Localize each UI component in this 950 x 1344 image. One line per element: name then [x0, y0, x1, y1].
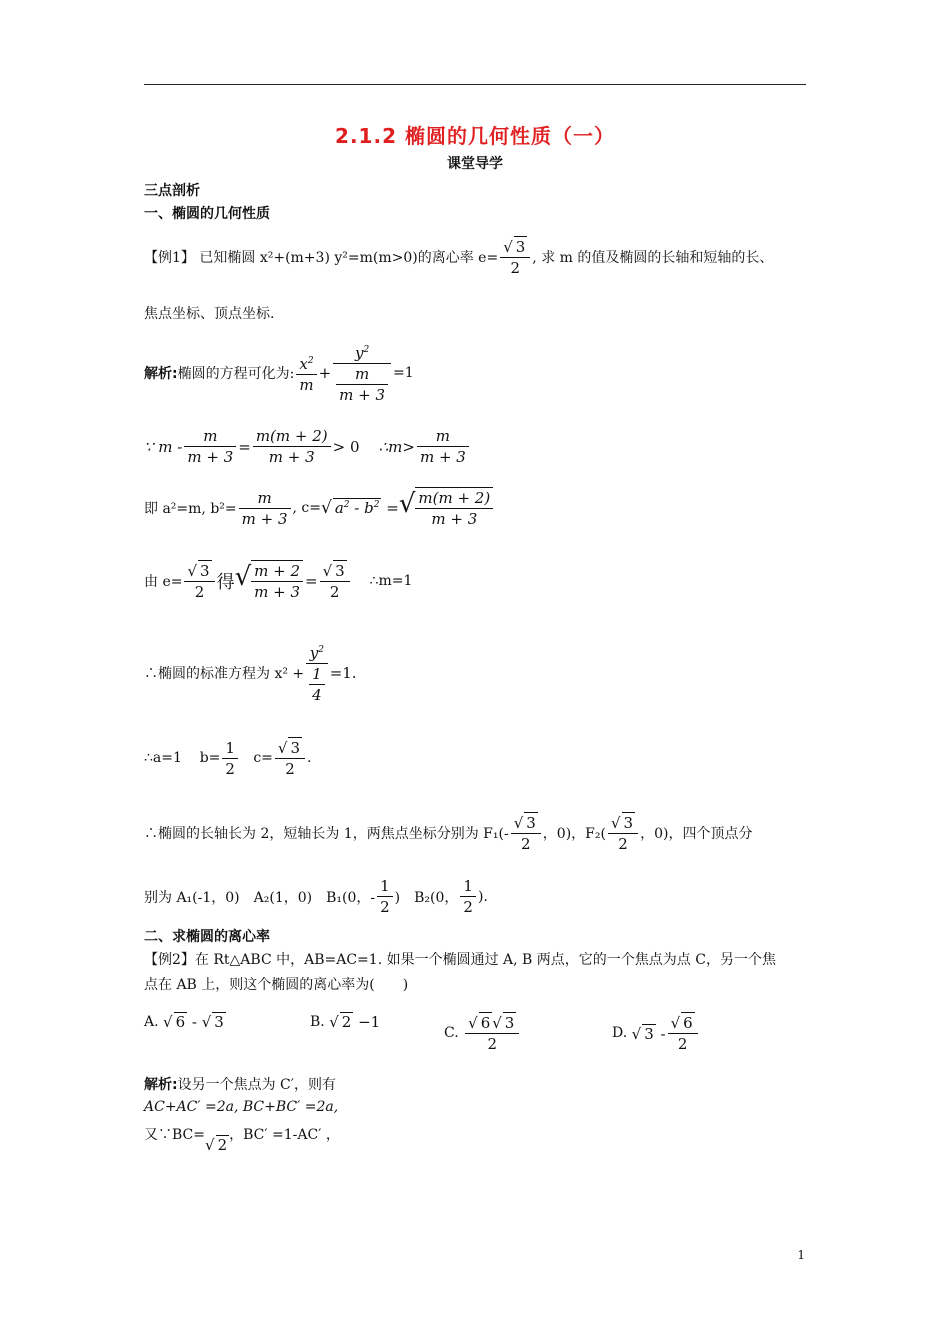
fraction: $\frac{√ 6}{2}$	[668, 1012, 698, 1054]
fraction: $\frac{√ 3}{2}$	[511, 812, 541, 854]
fraction: $\frac{m(m + 2)}{m + 3}$	[253, 426, 331, 467]
eccentricity-fraction: $\frac{√ 3}{2}$	[500, 236, 530, 278]
solution-line-6: ∴a=1 b= $\frac{1}{2}$ c= $\frac{√ 3}{2}$ .	[144, 738, 312, 778]
text: ∴椭圆的长轴长为 2，短轴长为 1，两焦点坐标分别为 F₁(-	[144, 826, 509, 842]
fraction: $\frac{m}{m + 3}$	[239, 488, 291, 529]
text: ) B₂(0，	[394, 889, 459, 906]
option-label: B.	[310, 1013, 325, 1030]
example1-label: 【例1】	[144, 250, 195, 266]
text: ∴m>	[378, 437, 415, 456]
text: 又∵BC=	[144, 1127, 205, 1143]
section-heading-eccentricity: 二、求椭圆的离心率	[144, 929, 270, 945]
option-label: C.	[444, 1025, 459, 1041]
option-label: D.	[612, 1025, 628, 1041]
fraction: $\frac{√ 3}{2}$	[320, 560, 350, 602]
fraction: $\frac{√ 3}{2}$	[608, 812, 638, 854]
example1-question	[144, 236, 773, 278]
example1-text-a: 已知椭圆 x²+(m+3) y²=m(m>0)的离心率 e=	[199, 250, 499, 266]
fraction: $\frac{m}{m + 3}$	[184, 426, 236, 467]
equals-one: =1	[393, 364, 414, 381]
fraction-y2: $\frac{y^2}{\frac{m}{m + 3}}$	[333, 340, 391, 405]
text: > 0	[332, 437, 360, 456]
fraction: $\frac{1}{2}$	[460, 876, 476, 917]
text: ∴椭圆的标准方程为 x² +	[144, 665, 305, 682]
text: ∴m=1	[369, 573, 413, 589]
solution-line-3: 即 a²=m, b²= $\frac{m}{m + 3}$ , c= √ $a^2 - b^2$ = √ $\frac{m(m + 2)}{m + 3}$	[144, 487, 495, 529]
text: c=	[253, 750, 273, 766]
fraction: $\frac{√ 6 √ 3}{2}$	[465, 1012, 519, 1054]
text: ∵ m -	[144, 437, 183, 456]
option-a: A. √ 6 - √ 3	[144, 1013, 224, 1031]
fraction: $\frac{1}{2}$	[377, 876, 393, 917]
page-number: 1	[797, 1248, 805, 1262]
text: ，0)，四个顶点分	[640, 826, 753, 842]
solution-label: 解析:	[144, 365, 178, 382]
section-heading-properties: 一、椭圆的几何性质	[144, 206, 270, 222]
text: 得	[216, 572, 235, 593]
solution-line-4: 由 e= $\frac{√ 3}{2}$ 得 √ $\frac{m + 2}{m + 3}$ = $\frac{√ 3}{2}$ ∴m=1	[144, 562, 413, 601]
fraction: $\frac{m}{m + 3}$	[417, 426, 469, 467]
text: b=	[199, 750, 221, 766]
example2-line-2: 点在 AB 上，则这个椭圆的离心率为( )	[144, 977, 409, 993]
section-heading-analysis: 三点剖析	[144, 183, 200, 199]
fraction: $\frac{√ 3}{2}$	[275, 737, 305, 779]
text: 即 a²=m, b²=	[144, 501, 237, 517]
option-label: A.	[144, 1013, 159, 1030]
text: 设另一个焦点为 C′，则有	[177, 1077, 336, 1093]
fraction-x2-m: $\frac{x^2}{m}$	[296, 351, 316, 395]
text: ，BC′ =1-AC′ ，	[229, 1127, 340, 1143]
solution-label: 解析:	[144, 1077, 178, 1093]
option-b: B. √ 2 −1	[310, 1013, 381, 1031]
example2-solution-3: 又∵BC= √ 2 ，BC′ =1-AC′ ，	[144, 1124, 340, 1144]
solution-text: 椭圆的方程可化为:	[177, 365, 295, 382]
text: , c=	[292, 500, 321, 516]
example1-text-b: , 求 m 的值及椭圆的长轴和短轴的长、	[532, 250, 774, 266]
solution-line-7	[144, 812, 752, 854]
text: ).	[477, 888, 488, 905]
page-subtitle: 课堂导学	[447, 156, 503, 172]
example2-solution-2: AC+AC′ =2a, BC+BC′ =2a,	[144, 1099, 339, 1115]
text: ∴a=1	[144, 750, 182, 766]
option-c	[444, 1012, 521, 1054]
fraction: $\frac{1}{2}$	[222, 738, 238, 779]
solution-line-1: 解析: 椭圆的方程可化为: $\frac{x^2}{m}$ + $\frac{y^2}{\frac{m}{m + 3}}$ =1	[144, 340, 414, 405]
solution-line-8	[144, 876, 488, 917]
solution-line-5	[144, 640, 357, 705]
example1-text-c: 焦点坐标、顶点坐标.	[144, 306, 275, 322]
fraction: $\frac{√ 3}{2}$	[184, 560, 214, 602]
fraction: $\frac{y^2}{\frac{1}{4}}$	[306, 640, 328, 705]
solution-line-2: ∵ m - $\frac{m}{m + 3}$ = $\frac{m(m + 2)}{m + 3}$ > 0 ∴m> $\frac{m}{m + 3}$	[144, 426, 471, 467]
page-title: 2.1.2 椭圆的几何性质（一）	[335, 124, 615, 148]
header-rule	[144, 84, 806, 85]
text: 别为 A₁(-1，0) A₂(1，0) B₁(0，-	[144, 889, 376, 906]
text: ，0)，F₂(	[542, 826, 606, 842]
text: =1.	[329, 663, 357, 682]
example2-solution-1	[144, 1074, 336, 1094]
example2-line-1: 【例2】在 Rt△ABC 中，AB=AC=1. 如果一个椭圆通过 A, B 两点，它的一个焦点为点 C，另一个焦	[144, 952, 776, 968]
option-d: D. √ 3 - $\frac{√ 6}{2}$	[612, 1012, 700, 1054]
text: 由 e=	[144, 574, 183, 590]
